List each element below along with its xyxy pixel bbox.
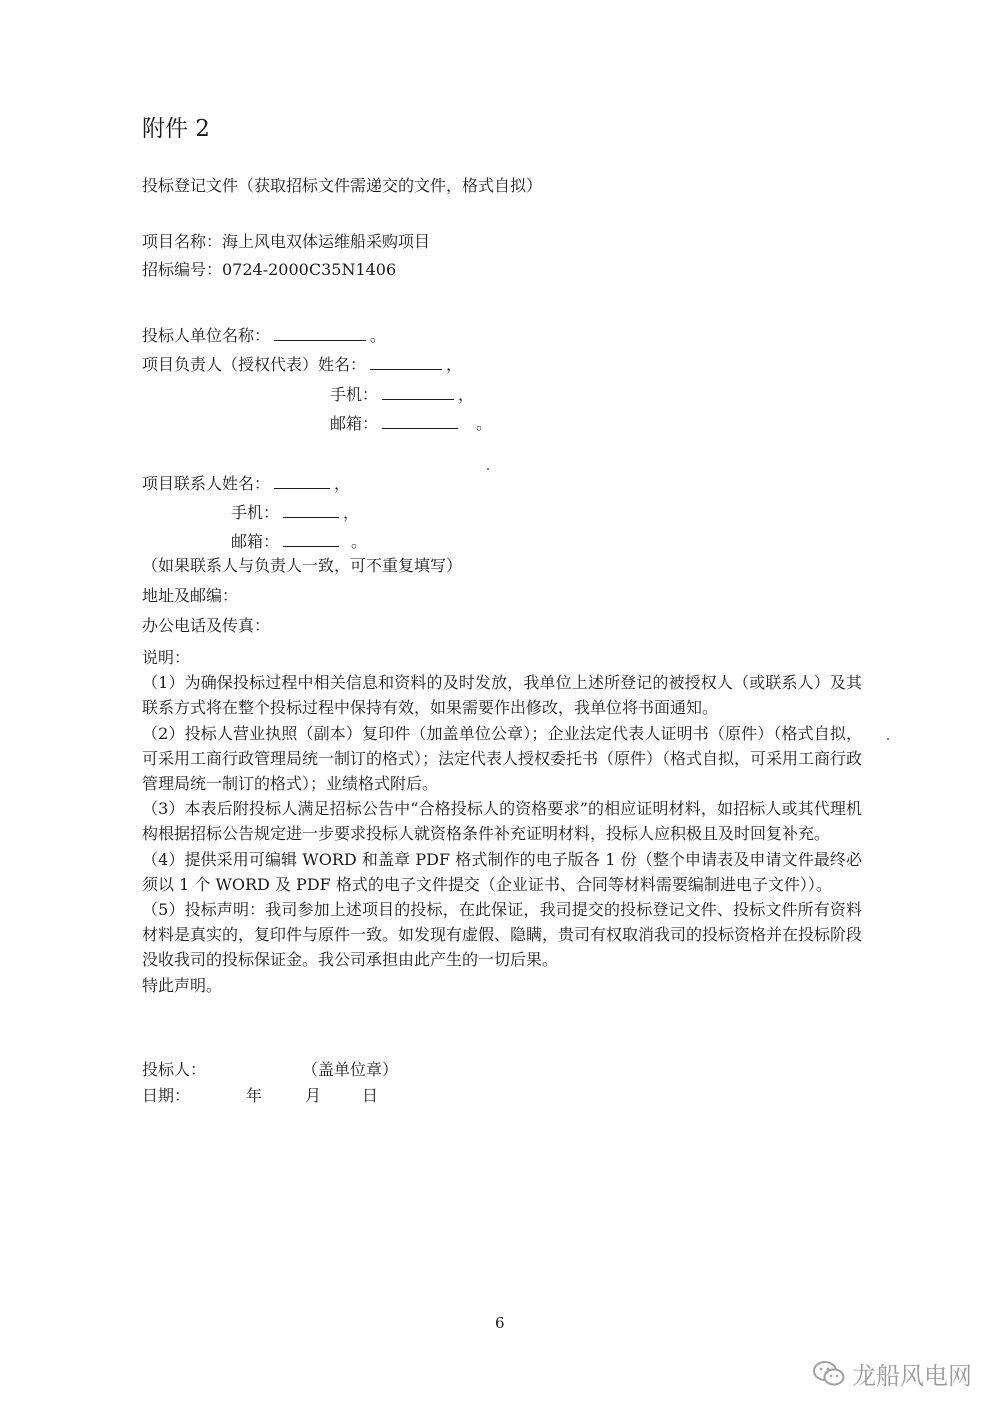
page-number: 6 xyxy=(495,1314,505,1332)
declaration: 特此声明。 xyxy=(142,975,223,995)
punct: ， xyxy=(334,474,351,493)
contact-mobile-blank xyxy=(283,503,339,518)
leader-mobile-label: 手机： xyxy=(330,385,379,404)
bidder-name-blank xyxy=(274,326,366,341)
contact-name-label: 项目联系人姓名： xyxy=(142,474,271,493)
note-2: （2）投标人营业执照（副本）复印件（加盖单位公章）；企业法定代表人证明书（原件）（格式自拟，可采用工商行政管理局统一制订的格式）；法定代表人授权委托书（原件）（格式自拟，可采用工商行政管理局统一制订的格式）；业绩格式附后。 xyxy=(142,723,863,794)
scan-speck xyxy=(887,738,889,740)
contact-email-blank xyxy=(283,532,339,547)
punct: ， xyxy=(343,503,360,522)
watermark xyxy=(812,1356,972,1391)
date-day: 日 xyxy=(362,1086,379,1105)
date-month: 月 xyxy=(305,1086,322,1105)
punct: 。 xyxy=(351,532,368,551)
leader-name-blank xyxy=(370,355,442,370)
note-3: （3）本表后附投标人满足招标公告中“合格投标人的资格要求”的相应证明材料，如招标人或其代理机构根据招标公告规定进一步要求投标人就资格条件补充证明材料，投标人应积极且及时回复补充。 xyxy=(142,799,862,844)
leader-name-row xyxy=(142,355,462,373)
contact-note: （如果联系人与负责人一致，可不重复填写） xyxy=(142,556,463,575)
scan-speck xyxy=(487,468,489,470)
address-label: 地址及邮编： xyxy=(142,586,239,605)
leader-email-row xyxy=(330,414,492,432)
punct: 。 xyxy=(476,414,493,433)
contact-name-blank xyxy=(274,474,330,489)
leader-name-label: 项目负责人（授权代表）姓名： xyxy=(142,355,367,374)
seal-label: （盖单位章） xyxy=(302,1060,399,1079)
bidder-name-label: 投标人单位名称： xyxy=(142,326,271,345)
bid-number: 招标编号：0724-2000C35N1406 xyxy=(142,260,397,279)
date-year: 年 xyxy=(246,1086,263,1105)
date-label: 日期： xyxy=(142,1086,191,1105)
contact-email-label: 邮箱： xyxy=(231,532,280,551)
bidder-label: 投标人： xyxy=(142,1060,207,1079)
punct: ， xyxy=(458,385,475,404)
leader-email-label: 邮箱： xyxy=(330,414,379,433)
leader-email-blank xyxy=(382,414,458,429)
notes-section xyxy=(142,645,862,998)
note-1: （1）为确保投标过程中相关信息和资料的及时发放，我单位上述所登记的被授权人（或联系人）及其联系方式将在整个投标过程中保持有效，如果需要作出修改，我单位将书面通知。 xyxy=(142,673,862,718)
form-subtitle: 投标登记文件（获取招标文件需递交的文件，格式自拟） xyxy=(142,176,543,195)
wechat-icon xyxy=(812,1360,846,1388)
contact-mobile-label: 手机： xyxy=(231,503,280,522)
contact-mobile-row xyxy=(231,503,359,521)
leader-mobile-row xyxy=(330,385,474,403)
contact-email-row xyxy=(231,532,367,550)
punct: 。 xyxy=(370,326,387,345)
watermark-text: 龙船风电网 xyxy=(852,1362,972,1390)
note-4: （4）提供采用可编辑 WORD 和盖章 PDF 格式制作的电子版各 1 份（整个申请表及申请文件最终必须以 1 个 WORD 及 PDF 格式的电子文件提交（企业证书、合同等材料需要编制进电子文件））。 xyxy=(142,849,862,894)
bidder-name-row xyxy=(142,326,386,344)
phone-fax-label: 办公电话及传真： xyxy=(142,616,271,635)
attachment-title: 附件 2 xyxy=(142,116,210,142)
note-5: （5）投标声明：我司参加上述项目的投标，在此保证，我司提交的投标登记文件、投标文件所有资料材料是真实的，复印件与原件一致。如发现有虚假、隐瞒，贵司有权取消我司的投标资格并在投标阶段没收我司的投标保证金。我公司承担由此产生的一切后果。 xyxy=(142,900,863,970)
punct: ， xyxy=(446,355,463,374)
contact-name-row xyxy=(142,474,350,492)
leader-mobile-blank xyxy=(382,385,454,400)
project-name: 项目名称：海上风电双体运维船采购项目 xyxy=(142,232,431,251)
notes-heading: 说明： xyxy=(142,648,191,667)
